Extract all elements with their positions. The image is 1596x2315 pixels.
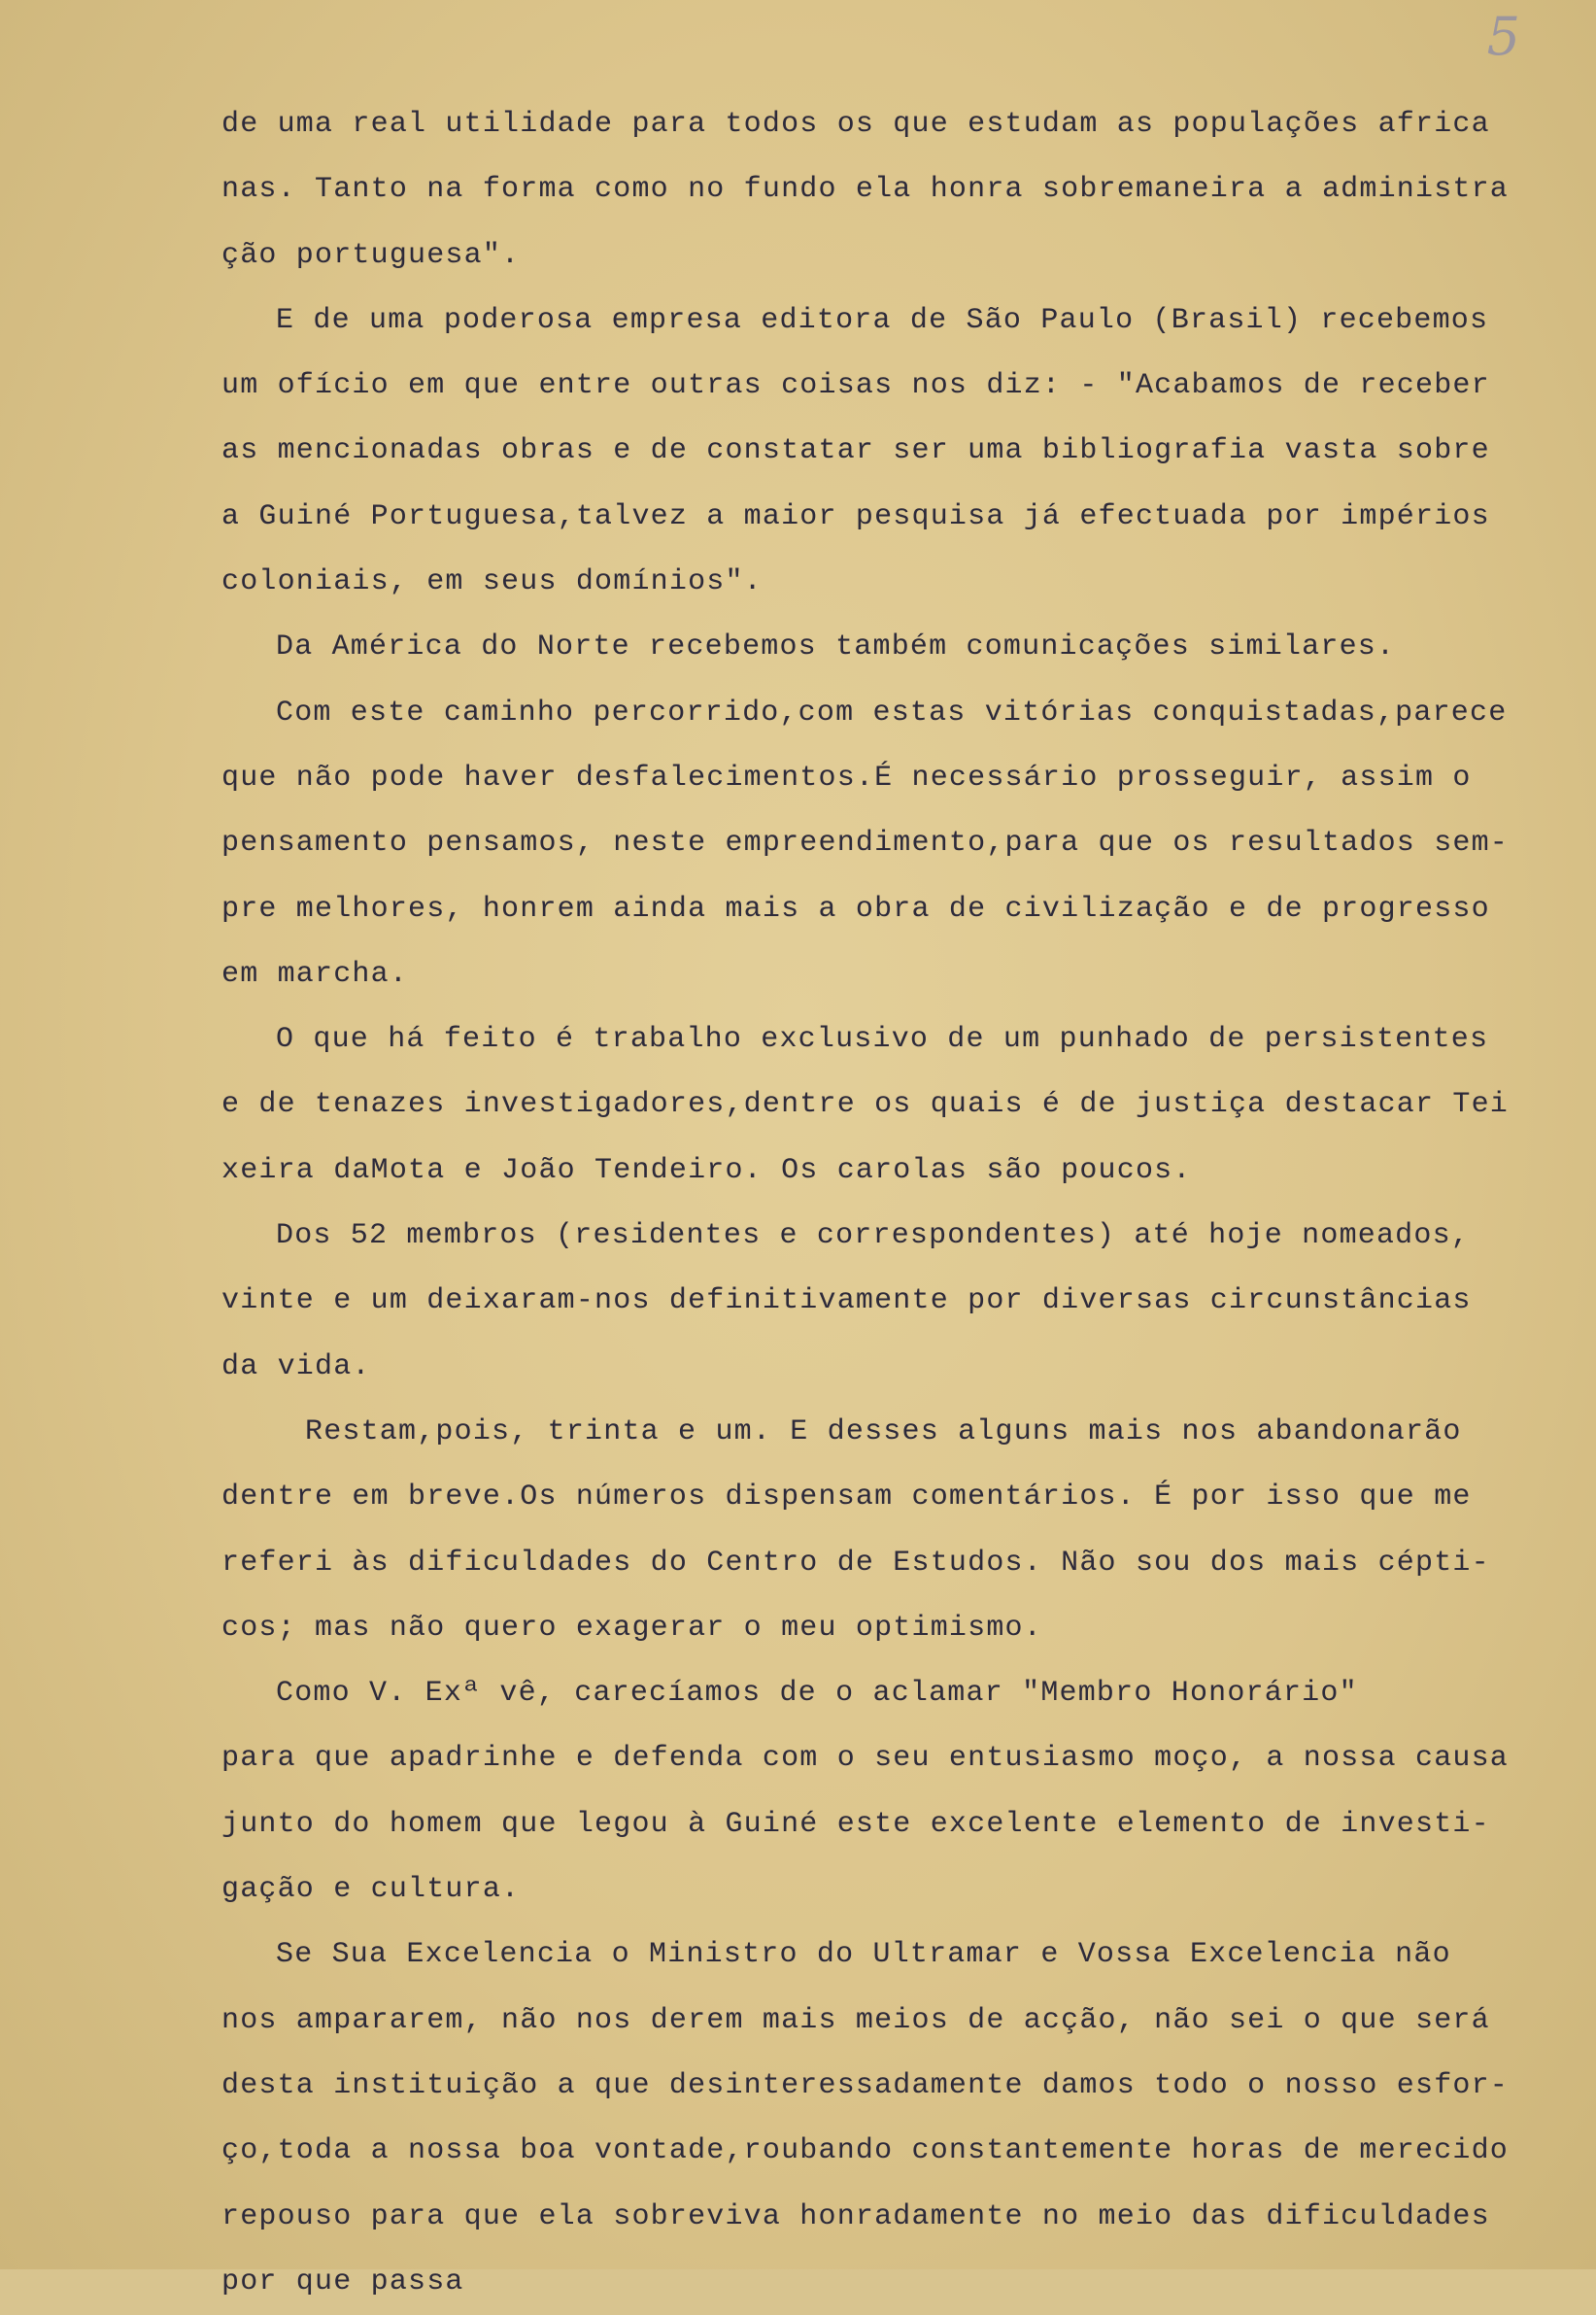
text-line: pre melhores, honrem ainda mais a obra de civilização e de progresso	[221, 892, 1490, 926]
text-line: desta instituição a que desinteressadamente damos todo o nosso esfor-	[221, 2068, 1510, 2102]
text-line: gação e cultura.	[221, 1873, 521, 1907]
text-line: O que há feito é trabalho exclusivo de um punhado de persistentes	[276, 1023, 1489, 1057]
text-line: para que apadrinhe e defenda com o seu entusiasmo moço, a nossa causa	[221, 1742, 1510, 1776]
text-line: junto do homem que legou à Guiné este excelente elemento de investi-	[221, 1807, 1490, 1841]
text-line: ço,toda a nossa boa vontade,roubando constantemente horas de merecido	[221, 2134, 1510, 2168]
text-line: vinte e um deixaram-nos definitivamente por diversas circunstâncias	[221, 1284, 1472, 1318]
text-line: a Guiné Portuguesa,talvez a maior pesquisa já efectuada por impérios	[221, 499, 1490, 533]
text-line: cos; mas não quero exagerar o meu optimismo.	[221, 1611, 1042, 1645]
text-line: Dos 52 membros (residentes e correspondentes) até hoje nomeados,	[276, 1219, 1470, 1253]
text-line: Restam,pois, trinta e um. E desses alguns mais nos abandonarão	[305, 1414, 1462, 1448]
text-line: Com este caminho percorrido,com estas vitórias conquistadas,parece	[276, 696, 1508, 730]
text-line: nos ampararem, não nos derem mais meios de acção, não sei o que será	[221, 2003, 1490, 2037]
text-line: Como V. Exª vê, carecíamos de o aclamar "Membro Honorário"	[276, 1677, 1358, 1711]
text-line: da vida.	[221, 1349, 371, 1383]
text-line: Da América do Norte recebemos também comunicações similares.	[276, 630, 1396, 664]
document-text	[221, 92, 1572, 2315]
text-line: E de uma poderosa empresa editora de São Paulo (Brasil) recebemos	[276, 303, 1489, 337]
text-line: dentre em breve.Os números dispensam comentários. É por isso que me	[221, 1481, 1472, 1515]
text-line: nas. Tanto na forma como no fundo ela honra sobremaneira a administra	[221, 173, 1510, 207]
text-line: referi às dificuldades do Centro de Estudos. Não sou dos mais cépti-	[221, 1546, 1490, 1580]
text-line: repouso para que ela sobreviva honradamente no meio das dificuldades	[221, 2199, 1490, 2233]
text-line: ção portuguesa".	[221, 238, 521, 272]
text-line: que não pode haver desfalecimentos.É necessário prosseguir, assim o	[221, 761, 1472, 795]
text-line: em marcha.	[221, 957, 409, 991]
text-line: de uma real utilidade para todos os que estudam as populações africa	[221, 108, 1490, 141]
text-line: pensamento pensamos, neste empreendimento,para que os resultados sem-	[221, 827, 1510, 861]
page-number: 5	[1486, 6, 1520, 67]
text-line: um ofício em que entre outras coisas nos diz: - "Acabamos de receber	[221, 369, 1490, 403]
text-line: xeira daMota e João Tendeiro. Os carolas são poucos.	[221, 1153, 1192, 1187]
text-line: coloniais, em seus domínios".	[221, 565, 763, 599]
text-line: as mencionadas obras e de constatar ser uma bibliografia vasta sobre	[221, 434, 1490, 468]
text-line: Se Sua Excelencia o Ministro do Ultramar e Vossa Excelencia não	[276, 1938, 1451, 1972]
text-line: e de tenazes investigadores,dentre os quais é de justiça destacar Tei	[221, 1088, 1510, 1122]
text-line: por que passa	[221, 2264, 464, 2298]
